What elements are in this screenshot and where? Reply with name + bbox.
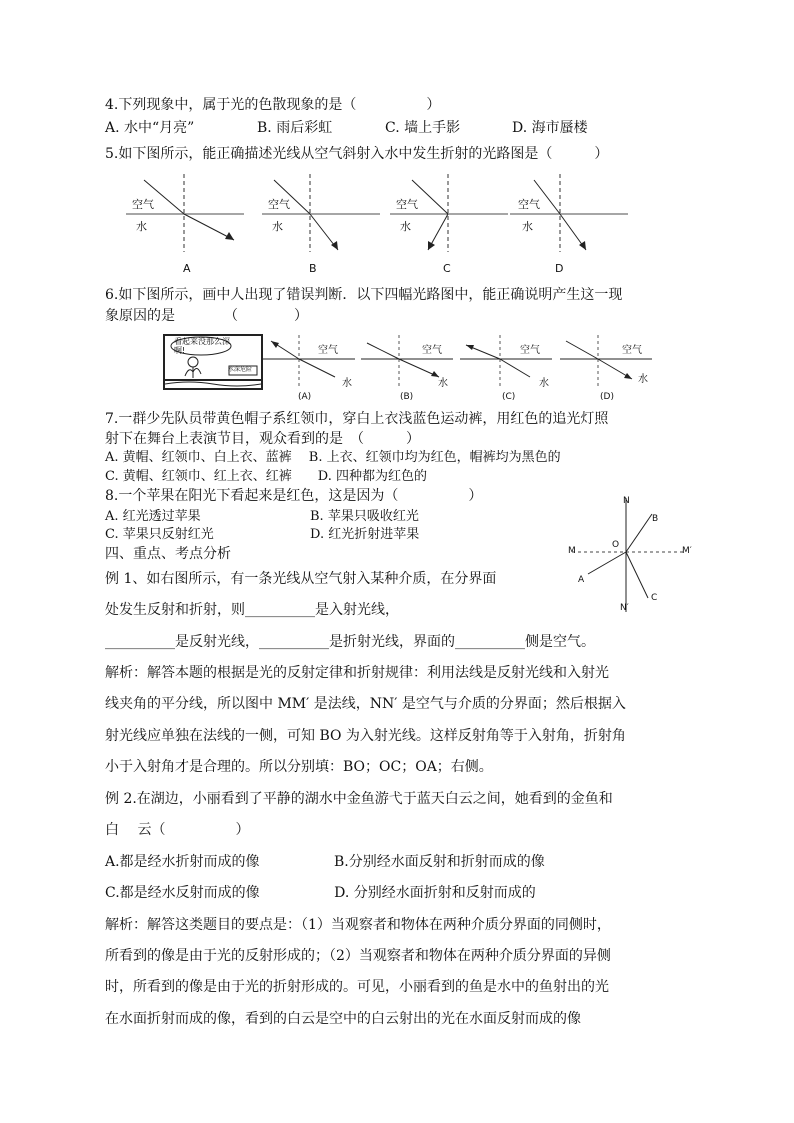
q6-b-water-label: 水 [438, 378, 448, 389]
analysis2-line3: 时，所看到的像是由于光的折射形成的。可见，小丽看到的鱼是水中的鱼射出的光 [105, 979, 609, 995]
q6-b-air-label: 空气 [422, 345, 442, 356]
q6-a-water-label: 水 [342, 378, 352, 389]
q6-caption-d: (D) [600, 392, 614, 402]
example1-line3: __________是反射光线，__________是折射光线，界面的__________侧是空气。 [105, 634, 595, 650]
diagram-label-m-prime: M′ [682, 546, 692, 556]
analysis1-line1: 解析：解答本题的根据是光的反射定律和折射规律：利用法线是反射光线和入射光 [105, 665, 609, 681]
q5-diagram-c [390, 172, 508, 254]
diagram-label-b: B [652, 514, 659, 524]
reflection-refraction-diagram [566, 492, 698, 618]
q8-option-d: D. 红光折射进苹果 [310, 527, 420, 542]
example1-line2: 处发生反射和折射，则__________是入射光线， [105, 602, 399, 618]
q7-line1: 7.一群少先队员带黄色帽子系红领巾，穿白上衣浅蓝色运动裤，用红色的追光灯照 [105, 411, 609, 427]
q8-stem: 8.一个苹果在阳光下看起来是红色，这是因为（ ） [105, 488, 483, 504]
example2-line2: 白 云（ ） [105, 822, 250, 838]
refraction-diagram-b [262, 172, 380, 254]
q6-cartoon-sign-text: 水深危险 [228, 366, 253, 373]
q7-options-ab: A. 黄帽、红领巾、白上衣、蓝裤 B. 上衣、红领巾均为红色，帽裤均为黑色的 [105, 450, 561, 465]
analysis1-line4: 小于入射角才是合理的。所以分别填：BO；OC；OA；右侧。 [105, 759, 493, 775]
q5-b-water-label: 水 [272, 220, 283, 233]
diagram-label-c: C [651, 593, 658, 603]
refraction-diagram-d [510, 172, 628, 254]
q6-caption-b: (B) [400, 392, 414, 402]
q4-option-b: B. 雨后彩虹 [257, 120, 333, 136]
example2-line1: 例 2.在湖边，小丽看到了平静的湖水中金鱼游弋于蓝天白云之间，她看到的金鱼和 [105, 791, 613, 807]
analysis2-line1: 解析：解答这类题目的要点是：（1）当观察者和物体在两种介质分界面的同侧时， [105, 917, 611, 933]
q4-option-d: D. 海市蜃楼 [512, 120, 588, 136]
q5-stem: 5.如下图所示，能正确描述光线从空气斜射入水中发生折射的光路图是（ ） [105, 146, 609, 162]
q6-c-air-label: 空气 [520, 345, 540, 356]
example1-ray-diagram [566, 492, 698, 618]
diagram-label-n-prime: N′ [620, 603, 629, 613]
q6-stem-line2: 象原因的是 （ ） [105, 308, 308, 324]
example2-options-cd: C.都是经水反射而成的像 D. 分别经水面折射和反射而成的 [105, 885, 536, 901]
refraction-diagram-c [390, 172, 508, 254]
q5-diagram-a [126, 172, 244, 254]
q5-c-water-label: 水 [400, 220, 411, 233]
q5-a-water-label: 水 [136, 220, 147, 233]
q5-c-air-label: 空气 [396, 198, 418, 211]
q4-stem: 4.下列现象中，属于光的色散现象的是（ ） [105, 97, 441, 113]
q6-stem-line1: 6.如下图所示，画中人出现了错误判断．以下四幅光路图中，能正确说明产生这一现 [105, 287, 623, 303]
q6-caption-c: (C) [502, 392, 516, 402]
diagram-label-o: O [612, 540, 620, 550]
q4-option-a: A. 水中“月亮” [105, 120, 195, 136]
q8-option-a: A. 红光透过苹果 [105, 509, 201, 524]
analysis2-line4: 在水面折射而成的像，看到的白云是空中的白云射出的光在水面反射而成的像 [105, 1011, 581, 1027]
q5-a-air-label: 空气 [132, 198, 154, 211]
refraction-diagram-a [126, 172, 244, 254]
section-title: 四、重点、考点分析 [105, 546, 231, 562]
q8-option-c: C. 苹果只反射红光 [105, 527, 214, 542]
q7-options-cd: C. 黄帽、红领巾、红上衣、红裤 D. 四种都为红色的 [105, 469, 427, 484]
q6-cartoon-bubble-text: 看起来没那么深啊! [174, 337, 230, 355]
q6-d-air-label: 空气 [622, 345, 642, 356]
q5-b-air-label: 空气 [268, 198, 290, 211]
diagram-label-m: M [568, 546, 576, 556]
q6-d-water-label: 水 [638, 374, 648, 385]
q6-caption-a: (A) [298, 392, 312, 402]
diagram-label-a: A [578, 575, 585, 585]
q5-diagram-d [510, 172, 628, 254]
q6-c-water-label: 水 [539, 378, 549, 389]
q5-caption-a: A [183, 262, 191, 275]
analysis1-line2: 线夹角的平分线，所以图中 MM′ 是法线，NN′ 是空气与介质的分界面；然后根据入 [105, 696, 626, 712]
q6-a-air-label: 空气 [318, 345, 338, 356]
q4-option-c: C. 墙上手影 [385, 120, 461, 136]
q5-caption-b: B [309, 262, 317, 275]
q5-d-air-label: 空气 [518, 198, 540, 211]
q5-caption-d: D [555, 262, 564, 275]
analysis1-line3: 射光线应单独在法线的一侧，可知 BO 为入射光线。这样反射角等于入射角，折射角 [105, 728, 626, 744]
analysis2-line2: 所看到的像是由于光的反射形成的；（2）当观察者和物体在两种介质分界面的异侧 [105, 948, 611, 964]
q5-caption-c: C [443, 262, 451, 275]
q5-diagram-b [262, 172, 380, 254]
q8-option-b: B. 苹果只吸收红光 [310, 509, 419, 524]
diagram-label-n: N [623, 496, 630, 506]
example1-line1: 例 1、如右图所示，有一条光线从空气射入某种介质，在分界面 [105, 571, 497, 587]
q5-d-water-label: 水 [522, 220, 533, 233]
example2-options-ab: A.都是经水折射而成的像 B.分别经水面反射和折射而成的像 [105, 854, 545, 870]
q7-line2: 射下在舞台上表演节目，观众看到的是 （ ） [105, 431, 420, 447]
